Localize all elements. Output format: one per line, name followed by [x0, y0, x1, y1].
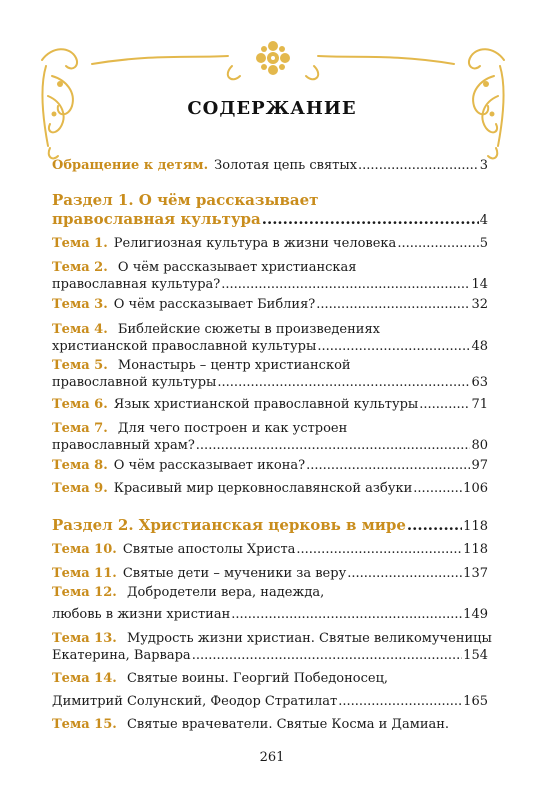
dot-leader	[296, 542, 462, 558]
toc-item-topic-11[interactable]	[52, 566, 488, 582]
toc-page: 149	[463, 607, 488, 622]
dot-leader	[407, 517, 462, 533]
toc-label: Тема 12.	[52, 585, 117, 600]
toc-text: Язык христианской православной культуры	[113, 397, 419, 412]
toc-item-topic-10[interactable]	[52, 542, 488, 558]
toc-item-topic-9[interactable]	[52, 481, 488, 497]
toc-item-topic-13-cont[interactable]	[52, 648, 488, 664]
toc-label: Тема 4.	[52, 322, 108, 337]
section-heading-1-cont[interactable]	[52, 211, 488, 229]
toc-item-topic-6[interactable]	[52, 397, 488, 413]
toc-page: 80	[471, 438, 488, 453]
toc-text: православная культура?	[52, 277, 221, 292]
toc-text: О чём рассказывает икона?	[113, 458, 306, 473]
section-heading-text: Раздел 2. Христианская церковь в мире	[52, 516, 406, 534]
toc-text: Святые апостолы Христа	[122, 542, 296, 557]
dot-leader	[306, 458, 470, 474]
toc-text: Святые врачеватели. Святые Косма и Дамиан.	[126, 717, 450, 732]
toc-text: Мудрость жизни христиан. Святые великомученицы	[126, 631, 492, 646]
toc-page: 4	[479, 213, 488, 228]
toc-item-topic-15[interactable]	[52, 717, 488, 733]
toc-page: 137	[463, 566, 488, 581]
toc-intro[interactable]	[52, 158, 488, 174]
dot-leader	[317, 339, 470, 355]
toc-item-topic-2[interactable]	[52, 260, 488, 276]
toc-item-topic-2-cont[interactable]	[52, 277, 488, 293]
toc-text: Екатерина, Варвара	[52, 648, 191, 663]
dot-leader	[419, 397, 470, 413]
dot-leader	[413, 481, 462, 497]
dot-leader	[397, 236, 478, 252]
toc-page: 3	[479, 158, 488, 173]
dot-leader	[192, 648, 462, 664]
toc-label: Тема 10.	[52, 542, 117, 557]
toc-item-topic-12-cont[interactable]	[52, 607, 488, 623]
section-heading-1[interactable]	[52, 192, 488, 208]
section-heading-2[interactable]	[52, 517, 488, 535]
page-number: 261	[259, 750, 285, 765]
dot-leader	[358, 158, 479, 174]
toc-page: 63	[471, 375, 488, 390]
toc-label: Тема 1.	[52, 236, 108, 251]
toc-item-topic-7-cont[interactable]	[52, 438, 488, 454]
toc-item-topic-14[interactable]	[52, 671, 488, 687]
toc-page: 32	[471, 297, 488, 312]
toc-label: Тема 5.	[52, 358, 108, 373]
toc-label: Тема 2.	[52, 260, 108, 275]
toc-text: Золотая цепь святых	[214, 158, 358, 173]
toc-label: Тема 8.	[52, 458, 108, 473]
toc-label: Тема 7.	[52, 421, 108, 436]
dot-leader	[217, 375, 470, 391]
toc-text: Монастырь – центр христианской	[117, 358, 351, 373]
toc-text: Добродетели вера, надежда,	[126, 585, 325, 600]
toc-text: О чём рассказывает христианская	[117, 260, 357, 275]
toc-text: христианской православной культуры	[52, 339, 317, 354]
toc-item-topic-1[interactable]	[52, 236, 488, 252]
toc-page: 118	[463, 519, 488, 534]
toc-label: Обращение к детям.	[52, 158, 209, 173]
toc-label: Тема 9.	[52, 481, 108, 496]
toc-item-topic-5[interactable]	[52, 358, 488, 374]
dot-leader	[231, 607, 462, 623]
toc-page: 5	[479, 236, 488, 251]
toc-text: православный храм?	[52, 438, 195, 453]
toc-item-topic-4[interactable]	[52, 322, 488, 338]
dot-leader	[347, 566, 462, 582]
dot-leader	[262, 211, 479, 227]
toc-text: любовь в жизни христиан	[52, 607, 231, 622]
toc-page: 106	[463, 481, 488, 496]
toc-page: 97	[471, 458, 488, 473]
toc-item-topic-13[interactable]	[52, 631, 492, 647]
toc-text: Для чего построен и как устроен	[117, 421, 348, 436]
toc-text: православной культуры	[52, 375, 217, 390]
toc-item-topic-3[interactable]	[52, 297, 488, 313]
toc-page: 118	[463, 542, 488, 557]
toc-item-topic-14-cont[interactable]	[52, 694, 488, 710]
dot-leader	[338, 694, 462, 710]
toc-label: Тема 11.	[52, 566, 117, 581]
toc-page: 14	[471, 277, 488, 292]
toc-item-topic-12[interactable]	[52, 585, 488, 601]
toc-page: 71	[471, 397, 488, 412]
dot-leader	[196, 438, 471, 454]
toc-item-topic-8[interactable]	[52, 458, 488, 474]
toc-text: Димитрий Солунский, Феодор Стратилат	[52, 694, 338, 709]
toc-page: 48	[471, 339, 488, 354]
toc-text: О чём рассказывает Библия?	[113, 297, 316, 312]
toc-page: 165	[463, 694, 488, 709]
toc-label: Тема 3.	[52, 297, 108, 312]
toc-text: Религиозная культура в жизни человека	[113, 236, 397, 251]
toc-text: Красивый мир церковнославянской азбуки	[113, 481, 413, 496]
toc-item-topic-4-cont[interactable]	[52, 339, 488, 355]
toc-text: Святые воины. Георгий Победоносец,	[126, 671, 389, 686]
page-title: СОДЕРЖАНИЕ	[187, 98, 357, 119]
toc-label: Тема 6.	[52, 397, 108, 412]
toc-page: 154	[463, 648, 488, 663]
toc-text: Библейские сюжеты в произведениях	[117, 322, 380, 337]
toc-label: Тема 13.	[52, 631, 117, 646]
section-heading-text: православная культура	[52, 210, 261, 228]
toc-text: Святые дети – мученики за веру	[122, 566, 347, 581]
toc-label: Тема 14.	[52, 671, 117, 686]
toc-item-topic-7[interactable]	[52, 421, 488, 437]
toc-label: Тема 15.	[52, 717, 117, 732]
dot-leader	[221, 277, 470, 293]
section-heading-text: Раздел 1. О чём рассказывает	[52, 191, 319, 209]
toc-item-topic-5-cont[interactable]	[52, 375, 488, 391]
dot-leader	[316, 297, 470, 313]
